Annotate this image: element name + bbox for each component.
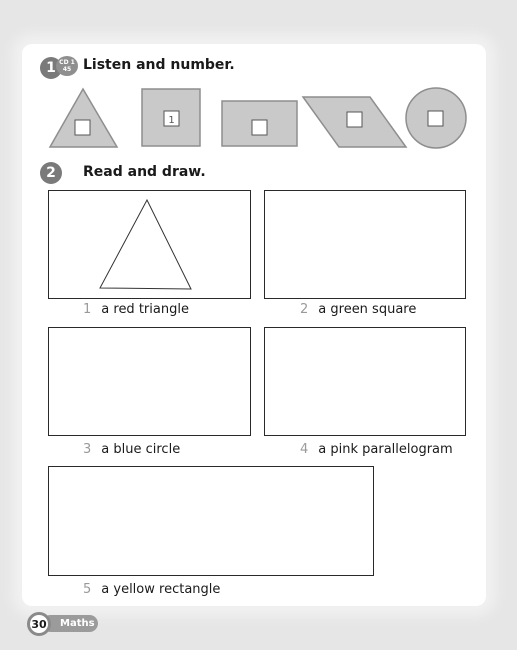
- drawing-box-2[interactable]: [264, 190, 466, 299]
- drawing-box-4[interactable]: [264, 327, 466, 436]
- item-4-caption: [300, 442, 453, 457]
- cd-label: CD 1: [59, 59, 75, 66]
- drawing-box-3[interactable]: [48, 327, 251, 436]
- item-5-caption: [83, 582, 220, 597]
- page-number-text: 30: [31, 617, 47, 631]
- item-3-caption: [83, 442, 180, 457]
- drawing-box-5[interactable]: [48, 466, 374, 576]
- answer-box-parallelogram[interactable]: [347, 112, 362, 127]
- cd-track-number: 45: [62, 66, 72, 73]
- item-3-number: 3: [83, 442, 92, 457]
- item-4-text: a pink parallelogram: [318, 442, 453, 457]
- item-5-number: 5: [83, 582, 92, 597]
- answer-box-circle[interactable]: [428, 111, 443, 126]
- exercise-2-number: 2: [46, 165, 56, 181]
- page-number: [27, 612, 51, 636]
- item-4-number: 4: [300, 442, 309, 457]
- drawn-triangle: [48, 190, 251, 299]
- item-1-text: a red triangle: [101, 302, 189, 317]
- exercise-1-instruction: Listen and number.: [83, 57, 235, 73]
- shapes-row: [0, 0, 517, 160]
- item-1-caption: [83, 302, 189, 317]
- answer-box-triangle[interactable]: [75, 120, 90, 135]
- item-1-number: 1: [83, 302, 92, 317]
- exercise-1-number: 1: [46, 60, 56, 76]
- answer-square-value: 1: [168, 115, 175, 126]
- item-5-text: a yellow rectangle: [101, 582, 221, 597]
- item-2-number: 2: [300, 302, 309, 317]
- drawing-box-1[interactable]: [48, 190, 251, 299]
- item-3-text: a blue circle: [101, 442, 181, 457]
- triangle-shape: [50, 89, 117, 147]
- exercise-2-badge: [40, 162, 62, 184]
- subject-text: Maths: [60, 618, 95, 629]
- item-2-text: a green square: [318, 302, 417, 317]
- item-2-caption: [300, 302, 416, 317]
- exercise-2-instruction: Read and draw.: [83, 164, 206, 180]
- answer-box-rectangle[interactable]: [252, 120, 267, 135]
